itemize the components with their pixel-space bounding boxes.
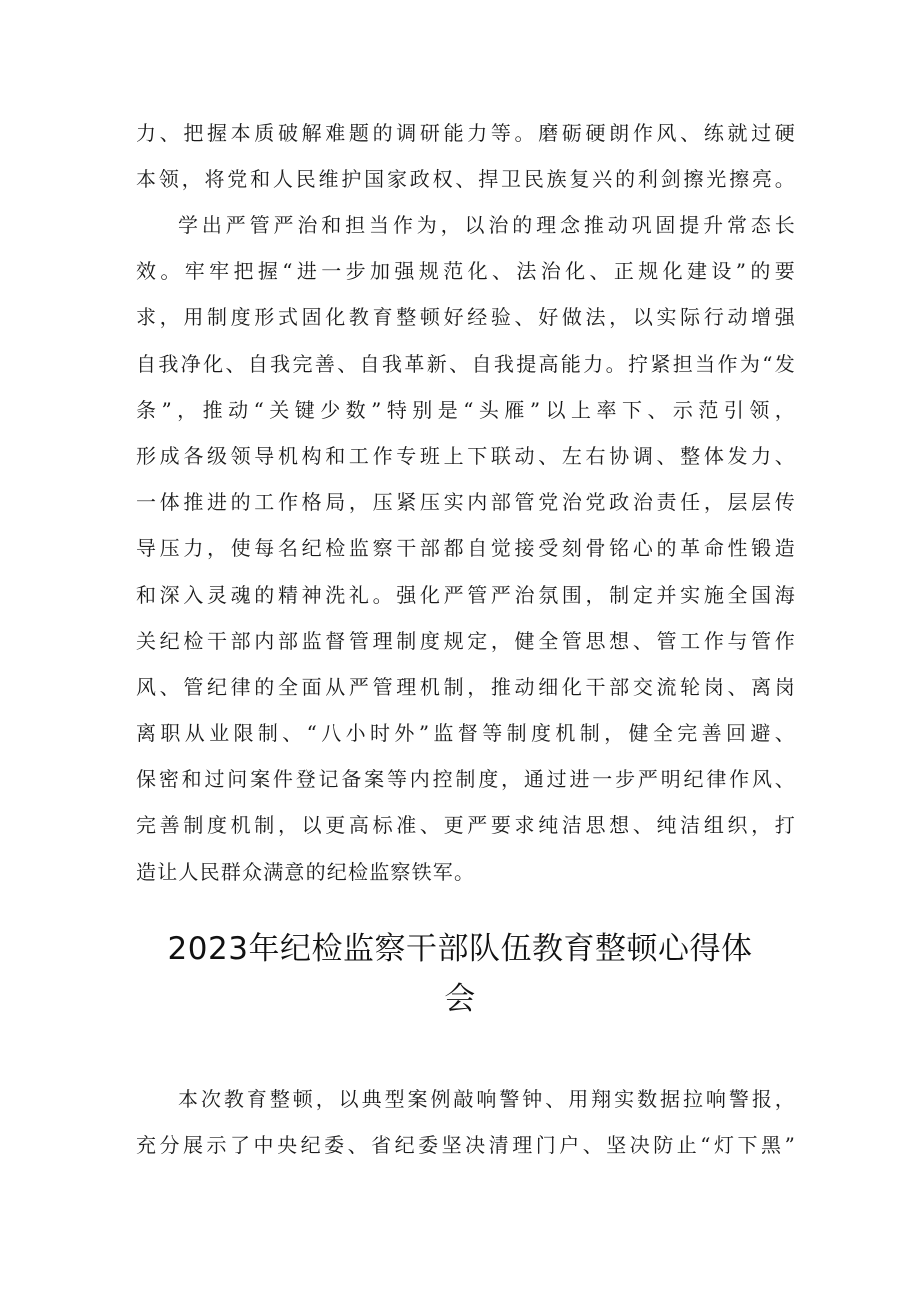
- text-line: 保密和过问案件登记备案等内控制度，通过进一步严明纪律作风、: [136, 767, 796, 792]
- text-line: 条”，推动“关键少数”特别是“头雁”以上率下、示范引领，: [136, 397, 796, 422]
- text-line: 导压力，使每名纪检监察干部都自觉接受刻骨铭心的革命性锻造: [136, 536, 796, 561]
- text-line: 充分展示了中央纪委、省纪委坚决清理门户、坚决防止“灯下黑”: [136, 1133, 796, 1158]
- text-line: 学出严管严治和担当作为，以治的理念推动巩固提升常态长: [178, 213, 796, 237]
- text-line: 造让人民群众满意的纪检监察铁军。: [136, 859, 476, 884]
- paragraph-intro: [136, 1076, 796, 1168]
- section-title: [110, 924, 810, 1024]
- text-line: 风、管纪律的全面从严管理机制，推动细化干部交流轮岗、离岗: [136, 674, 796, 699]
- text-line: 求，用制度形式固化教育整顿好经验、好做法，以实际行动增强: [136, 305, 796, 330]
- paragraph-continued: [136, 110, 796, 202]
- text-line: 自我净化、自我完善、自我革新、自我提高能力。拧紧担当作为“发: [136, 351, 796, 376]
- text-line: 形成各级领导机构和工作专班上下联动、左右协调、整体发力、: [136, 443, 796, 468]
- text-line: 和深入灵魂的精神洗礼。强化严管严治氛围，制定并实施全国海: [136, 582, 796, 607]
- text-line: 本领，将党和人民维护国家政权、捍卫民族复兴的利剑擦光擦亮。: [136, 167, 796, 192]
- paragraph-strict-governance: [136, 202, 796, 895]
- text-line: 本次教育整顿，以典型案例敲响警钟、用翔实数据拉响警报，: [178, 1087, 796, 1111]
- text-line: 离职从业限制、“八小时外”监督等制度机制，健全完善回避、: [136, 721, 796, 746]
- title-line: 2023年纪检监察干部队伍教育整顿心得体: [167, 931, 753, 967]
- text-line: 关纪检干部内部监督管理制度规定，健全管思想、管工作与管作: [136, 628, 796, 653]
- text-line: 效。牢牢把握“进一步加强规范化、法治化、正规化建设”的要: [136, 259, 796, 284]
- title-line: 会: [444, 981, 476, 1017]
- text-line: 完善制度机制，以更高标准、更严要求纯洁思想、纯洁组织，打: [136, 813, 796, 838]
- text-line: 一体推进的工作格局，压紧压实内部管党治党政治责任，层层传: [136, 490, 796, 515]
- text-line: 力、把握本质破解难题的调研能力等。磨砺硬朗作风、练就过硬: [136, 121, 796, 145]
